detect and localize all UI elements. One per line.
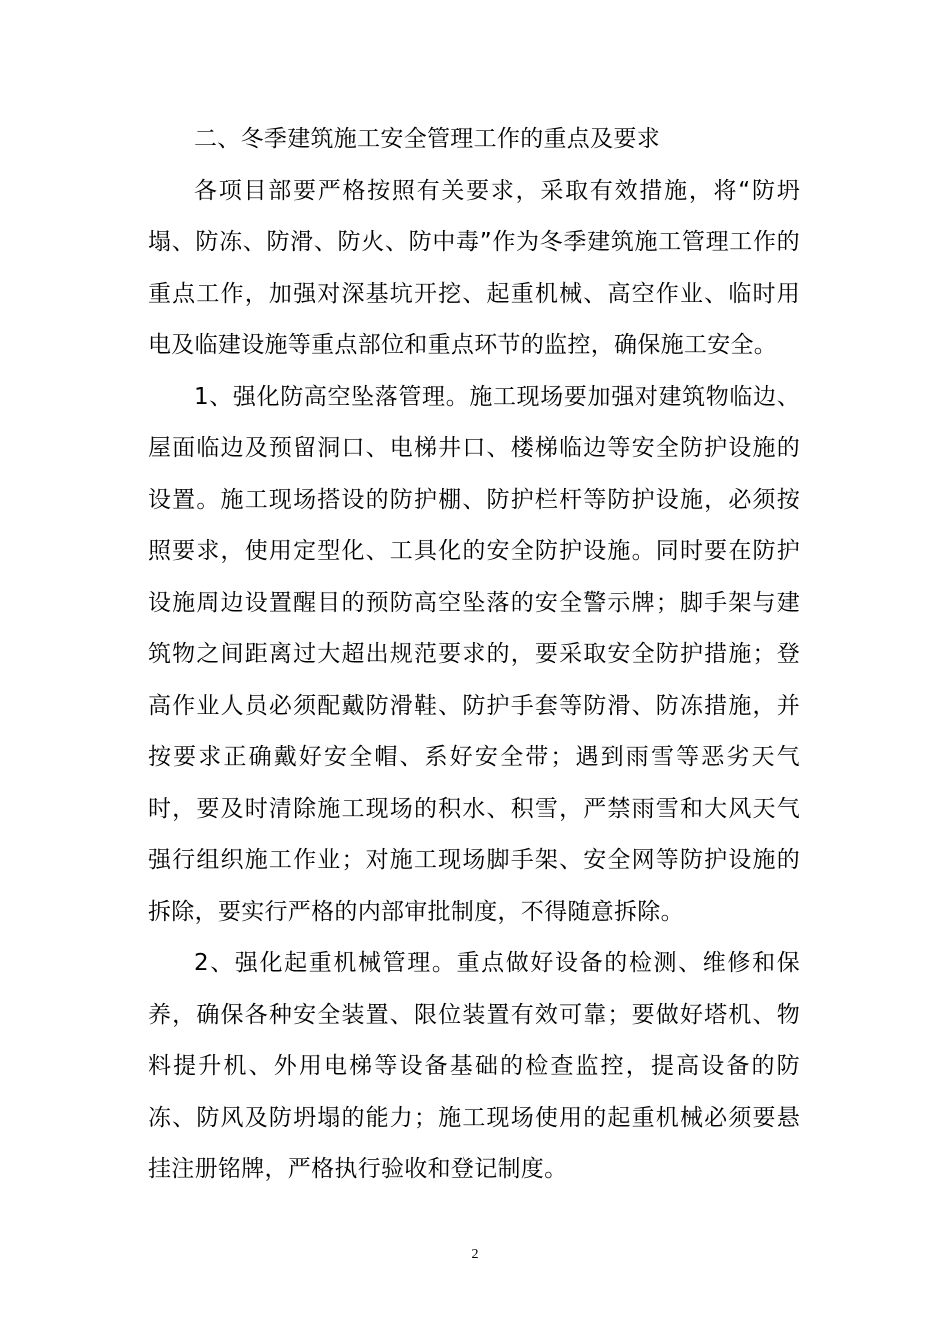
section-heading: 二、冬季建筑施工安全管理工作的重点及要求 xyxy=(194,126,660,152)
paragraph-intro: 各项目部要严格按照有关要求，采取有效措施，将“防坍塌、防冻、防滑、防火、防中毒”作为冬季建筑施工管理工作的重点工作，加强对深基坑开挖、起重机械、高空作业、临时用电及临建设施等重点部位和重点环节的监控，确保施工安全。 xyxy=(148,177,800,358)
page-number: 2 xyxy=(471,1247,479,1262)
document-body xyxy=(148,114,800,1196)
paragraph-fall-prevention: 1、强化防高空坠落管理。施工现场要加强对建筑物临边、屋面临边及预留洞口、电梯井口、楼梯临边等安全防护设施的设置。施工现场搭设的防护棚、防护栏杆等防护设施，必须按照要求，使用定型化、工具化的安全防护设施。同时要在防护设施周边设置醒目的预防高空坠落的安全警示牌；脚手架与建筑物之间距离过大超出规范要求的，要采取安全防护措施；登高作业人员必须配戴防滑鞋、防护手套等防滑、防冻措施，并按要求正确戴好安全帽、系好安全带；遇到雨雪等恶劣天气时，要及时清除施工现场的积水、积雪，严禁雨雪和大风天气强行组织施工作业；对施工现场脚手架、安全网等防护设施的拆除，要实行严格的内部审批制度，不得随意拆除。 xyxy=(148,383,800,925)
paragraph-lifting-machinery: 2、强化起重机械管理。重点做好设备的检测、维修和保养，确保各种安全装置、限位装置有效可靠；要做好塔机、物料提升机、外用电梯等设备基础的检查监控，提高设备的防冻、防风及防坍塌的能力；施工现场使用的起重机械必须要悬挂注册铭牌，严格执行验收和登记制度。 xyxy=(148,950,800,1182)
